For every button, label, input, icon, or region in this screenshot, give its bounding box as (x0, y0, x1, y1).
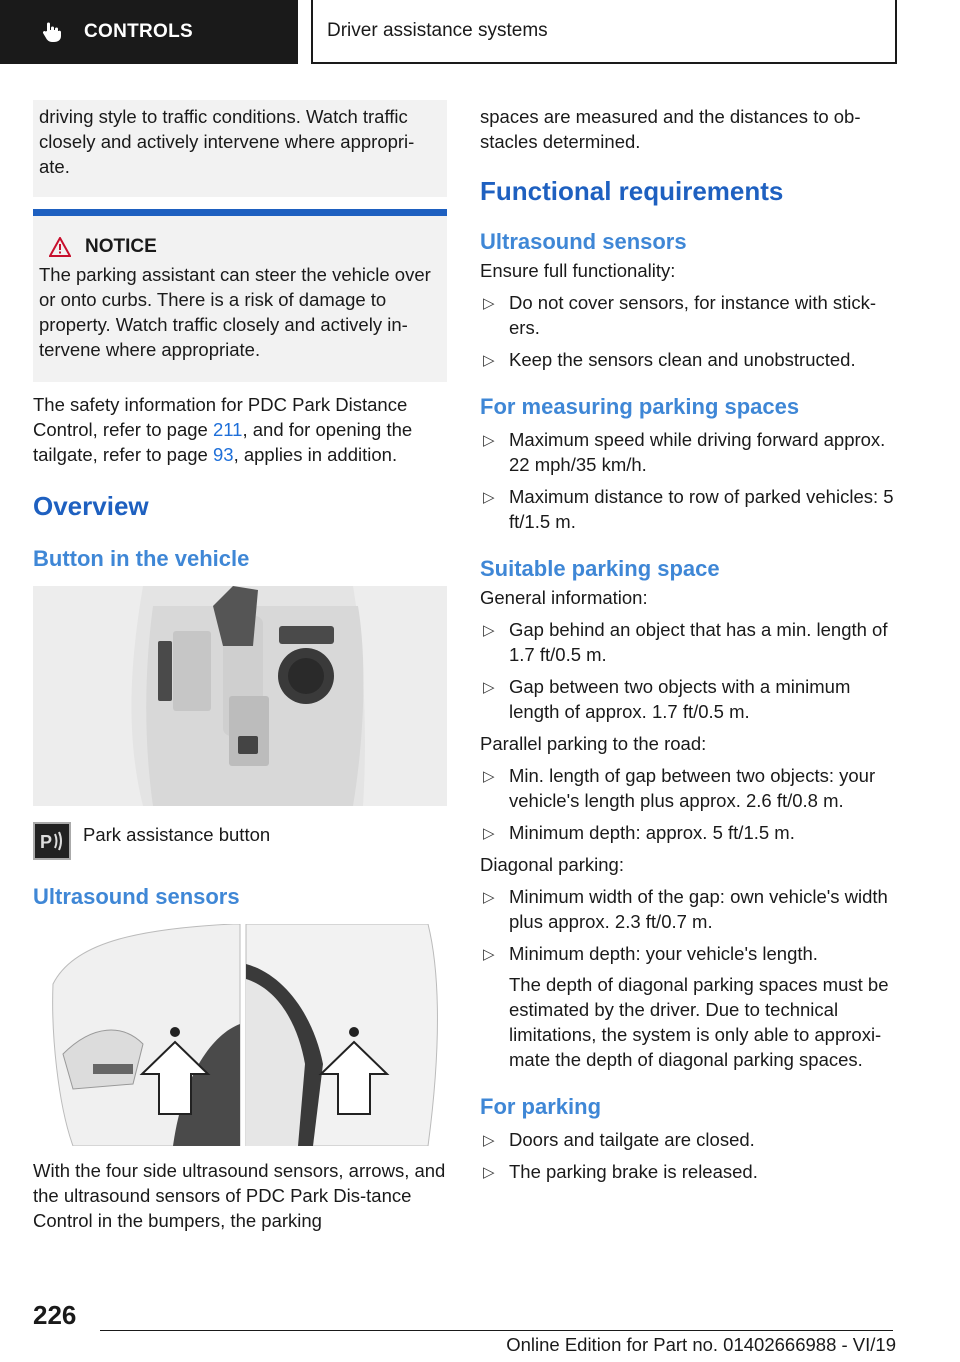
heading-ultrasound-sensors-req: Ultrasound sensors (480, 229, 687, 254)
us-intro: Ensure full functionality: (480, 260, 676, 281)
list-item (480, 347, 898, 372)
notice-bar (33, 209, 447, 216)
list-marker: ▷ (483, 679, 495, 696)
svg-text:P: P (40, 832, 53, 852)
list-item-text: The parking brake is released. (509, 1161, 758, 1182)
list-marker: ▷ (483, 352, 495, 369)
page-link-93[interactable]: 93 (212, 444, 234, 465)
diagonal-intro: Diagonal parking: (480, 854, 624, 875)
list-item (480, 884, 898, 934)
left-column (33, 100, 447, 1233)
edition-note: Online Edition for Part no. 01402666988 - VI/19 (506, 1334, 896, 1355)
notice-text: The parking assistant can steer the vehicle over or onto curbs. There is a risk of damage to property. Watch traffic closely and actively in‐tervene where appropriate. (39, 264, 431, 360)
park-assist-icon (33, 822, 71, 860)
heading-suitable-space: Suitable parking space (480, 556, 720, 581)
list-marker: ▷ (483, 622, 495, 639)
chapter-title: Driver assistance systems (327, 20, 548, 41)
sensors-photo (33, 924, 447, 1146)
heading-ultrasound-sensors: Ultrasound sensors (33, 884, 240, 909)
continued-paragraph: spaces are measured and the distances to ob‐stacles determined. (480, 106, 861, 152)
page-link-211[interactable]: 211 (212, 419, 243, 440)
list-marker: ▷ (483, 1164, 495, 1181)
list-marker: ▷ (483, 889, 495, 906)
section-tab[interactable] (0, 0, 298, 64)
parallel-list (480, 763, 898, 845)
list-item-text: Minimum width of the gap: own vehicle's width plus approx. 2.3 ft/0.7 m. (509, 886, 888, 932)
chapter-header (311, 0, 897, 64)
list-item (480, 290, 898, 340)
list-item (480, 427, 898, 477)
list-item-text: Maximum distance to row of parked vehicles: 5 ft/1.5 m. (509, 486, 894, 532)
list-item-text: Gap behind an object that has a min. length of 1.7 ft/0.5 m. (509, 619, 888, 665)
section-title: CONTROLS (84, 21, 194, 42)
list-item-text: Maximum speed while driving forward approx. 22 mph/35 km/h. (509, 429, 886, 475)
list-item-text: Gap between two objects with a minimum length of approx. 1.7 ft/0.5 m. (509, 676, 851, 722)
warning-text: driving style to traffic conditions. Watch traffic closely and actively intervene where appropri‐ate. (39, 106, 415, 177)
notice-box (33, 216, 447, 382)
safety-paragraph (33, 392, 447, 467)
safety-text-1: The safety information for PDC Park Distance Control, refer to page (33, 394, 408, 440)
list-item (480, 941, 898, 966)
heading-button-in-vehicle: Button in the vehicle (33, 546, 250, 571)
list-item-text: Do not cover sensors, for instance with stick‐ers. (509, 292, 877, 338)
warning-triangle-icon (49, 237, 71, 257)
list-marker: ▷ (483, 432, 495, 449)
notice-title: NOTICE (85, 236, 157, 257)
list-item (480, 484, 898, 534)
safety-text-3: , applies in addition. (233, 444, 398, 465)
list-item-text: Doors and tailgate are closed. (509, 1129, 755, 1150)
diagonal-list (480, 884, 898, 966)
list-item-text: Minimum depth: approx. 5 ft/1.5 m. (509, 822, 795, 843)
notice-header (39, 236, 441, 258)
list-item (480, 674, 898, 724)
list-item (480, 763, 898, 813)
list-marker: ▷ (483, 295, 495, 312)
list-item-text: Minimum depth: your vehicle's length. (509, 943, 818, 964)
parallel-intro: Parallel parking to the road: (480, 733, 707, 754)
list-item (480, 820, 898, 845)
button-legend (33, 822, 447, 860)
measure-list (480, 427, 898, 534)
heading-measuring-spaces: For measuring parking spaces (480, 394, 800, 419)
hand-pointer-icon (42, 21, 62, 43)
list-marker: ▷ (483, 1132, 495, 1149)
heading-functional-requirements: Functional requirements (480, 176, 784, 206)
general-intro: General information: (480, 587, 648, 608)
right-column (480, 100, 898, 1184)
page-number: 226 (33, 1300, 77, 1330)
sensors-paragraph: With the four side ultrasound sensors, arrows, and the ultrasound sensors of PDC Park Dis‐tance Control in the bumpers, the parking (33, 1160, 446, 1231)
warning-box-tail (33, 100, 447, 197)
list-marker: ▷ (483, 946, 495, 963)
list-item-text: Min. length of gap between two objects: your vehicle's length plus approx. 2.6 ft/0.8 m. (509, 765, 876, 811)
list-item (480, 617, 898, 667)
heading-overview: Overview (33, 491, 149, 521)
safety-text-2: , and for opening the tailgate, refer to page (33, 419, 413, 465)
diagonal-note: The depth of diagonal parking spaces must be estimated by the driver. Due to technical limitations, the system is only able to approxi‐mate the depth of diagonal parking spaces. (509, 974, 889, 1070)
list-marker: ▷ (483, 825, 495, 842)
list-marker: ▷ (483, 489, 495, 506)
list-item (480, 1159, 898, 1184)
general-list (480, 617, 898, 724)
console-photo (33, 586, 447, 806)
list-item-text: Keep the sensors clean and unobstructed. (509, 349, 856, 370)
button-caption: Park assistance button (83, 824, 271, 845)
list-item (480, 1127, 898, 1152)
parking-list (480, 1127, 898, 1184)
list-marker: ▷ (483, 768, 495, 785)
heading-for-parking: For parking (480, 1094, 602, 1119)
us-list (480, 290, 898, 372)
footer-divider (100, 1330, 893, 1331)
